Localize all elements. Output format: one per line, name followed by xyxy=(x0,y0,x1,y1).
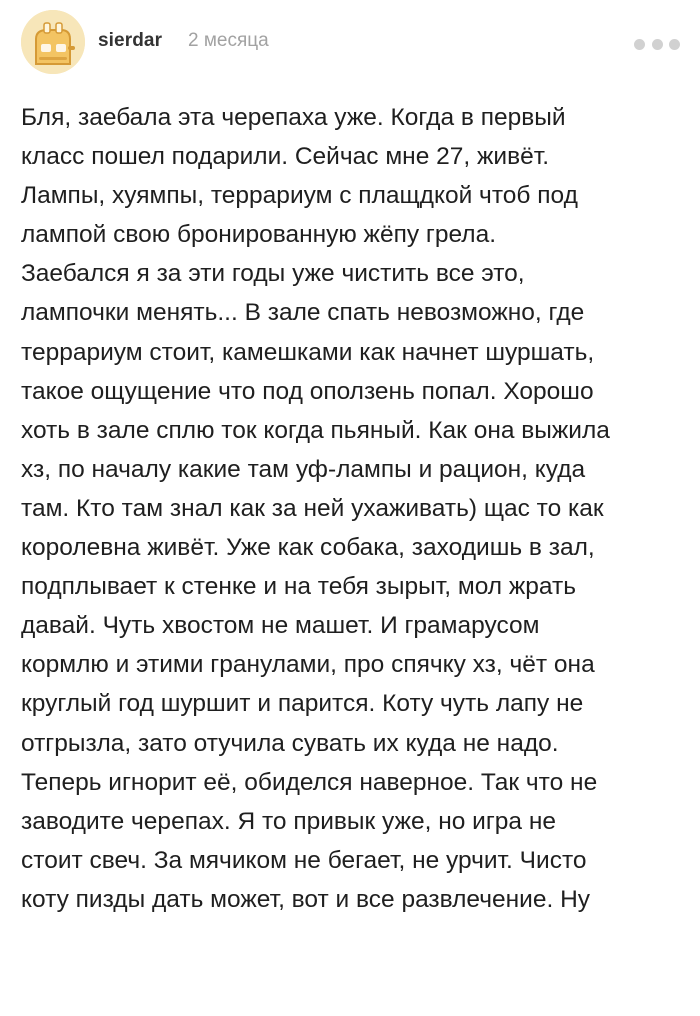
comment-timestamp: 2 месяца xyxy=(188,30,269,51)
username-link[interactable]: sierdar xyxy=(98,30,163,51)
more-dot-icon xyxy=(634,39,645,50)
comment-body: Бля, заебала эта черепаха уже. Когда в первый класс пошел подарили. Сейчас мне 27, живёт. Лампы, хуямпы, террариум с плащдкой чтоб под лампой свою бронированную жёпу грела. Заебался я за эти годы уже чистить все это, лампочки менять... В зале спать невозможно, где террариум стоит, камешками как начнет шуршать, такое ощущение что под оползень попал. Хорошо хоть в зале сплю ток когда пьяный. Как она выжила хз, по началу какие там уф-лампы и рацион, куда там. Кто там знал как за ней ухаживать) щас то как королевна живёт. Уже как собака, заходишь в зал, подплывает к стенке и на тебя зырыт, мол жрать давай. Чуть хвостом не машет. И грамарусом кормлю и этими гранулами, про спячку хз, чёт она круглый год шуршит и парится. Коту чуть лапу не отгрызла, зато отучила сувать их куда не надо. Теперь игнорит её, обиделся наверное. Так что не заводите черепах. Я то привык уже, но игра не стоит свеч. За мячиком не бегает, не урчит. Чисто коту пизды дать может, вот и все развлечение. Ну xyxy=(21,104,610,913)
more-dot-icon xyxy=(652,39,663,50)
more-options-button[interactable] xyxy=(634,37,680,51)
more-dot-icon xyxy=(669,39,680,50)
toaster-avatar-icon xyxy=(21,10,85,74)
comment-header xyxy=(21,10,681,74)
user-avatar[interactable] xyxy=(21,10,85,74)
